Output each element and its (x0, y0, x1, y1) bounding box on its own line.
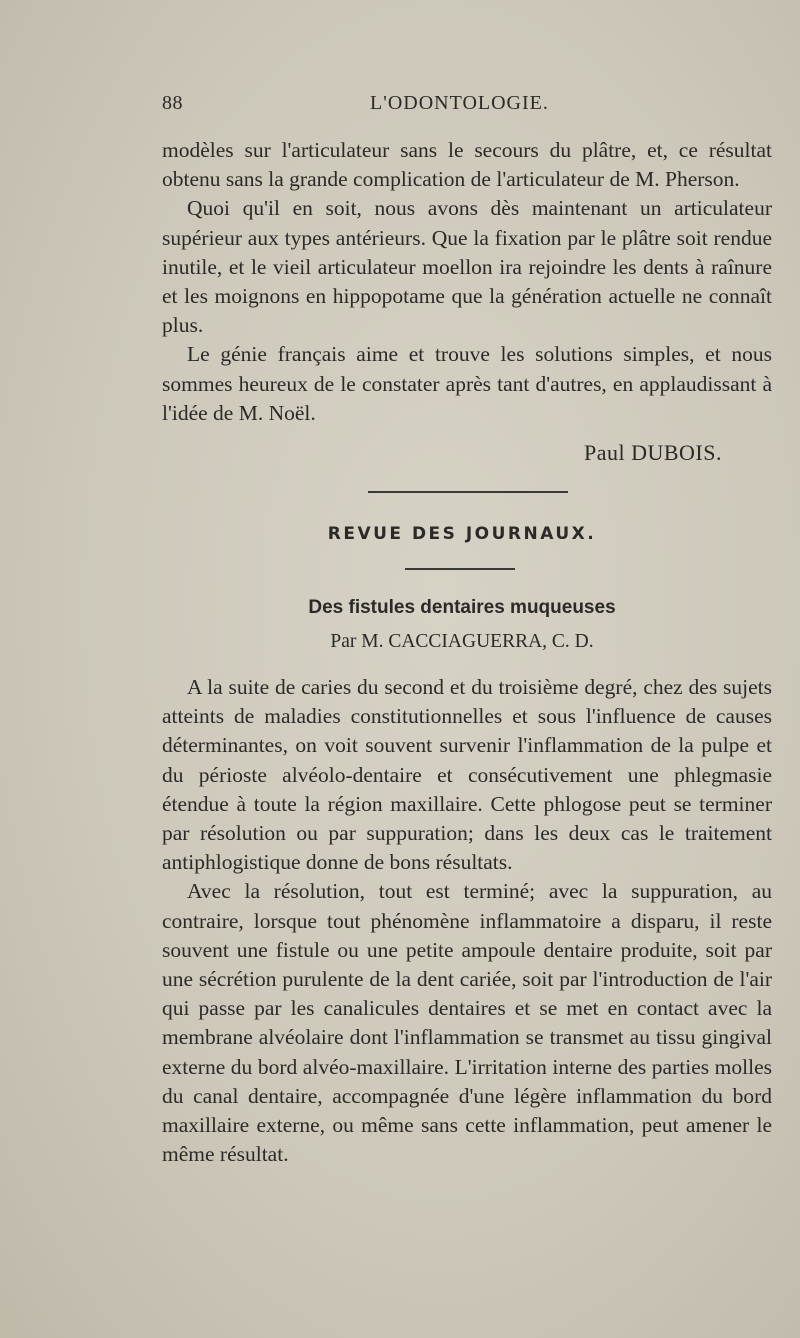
page-number: 88 (162, 92, 183, 114)
author-signature: Paul DUBOIS. (583, 440, 722, 465)
paragraph: A la suite de caries du second et du troisième degré, chez des sujets atteints de maladies constitutionnelles et sous l'influence de causes déterminantes, on voit souvent survenir l'inflammation de la pulpe et du périoste alvéolo-dentaire et consécutivement une phlegmasie étendue à toute la région maxillaire. Cette phlogose peut se terminer par résolution ou par suppuration; dans les deux cas le traitement antiphlogistique donne de bons résultats. (162, 675, 772, 875)
paragraph: modèles sur l'articulateur sans le secours du plâtre, et, ce résultat obtenu sans la grande complication de l'articulateur de M. Pherson. (162, 138, 772, 192)
article-body (162, 673, 772, 1169)
paragraph: Avec la résolution, tout est terminé; avec la suppuration, au contraire, lorsque tout phénomène inflammatoire a disparu, il reste souvent une fistule ou une petite ampoule dentaire produite, soit par une sécrétion purulente de la dent cariée, soit par l'introduction de l'air qui passe par les canalicules dentaires et se met en contact avec la membrane alvéolaire dont l'inflammation se transmet au tissu gingival externe du bord alvéo-maxillaire. L'irritation interne des parties molles du canal dentaire, accompagnée d'une légère inflammation du bord maxillaire externe, ou même sans cette inflammation, peut amener le même résultat. (162, 879, 772, 1167)
title-divider (405, 568, 515, 570)
page-header (162, 92, 762, 122)
continued-article-text (162, 136, 772, 428)
running-head: L'ODONTOLOGIE. (370, 92, 549, 114)
paragraph: Quoi qu'il en soit, nous avons dès maintenant un articulateur supérieur aux types antérieurs. Que la fixation par le plâtre soit rendue inutile, et le vieil articulateur moellon ira rejoindre les dents à raînure et les moignons en hippopotame que la génération actuelle ne connaît plus. (162, 196, 772, 338)
section-divider (368, 491, 568, 493)
article-title: Des fistules dentaires muqueuses (308, 597, 616, 618)
paragraph: Le génie français aime et trouve les solutions simples, et nous sommes heureux de le constater après tant d'autres, en applaudissant à l'idée de M. Noël. (162, 342, 772, 425)
section-title: REVUE DES JOURNAUX. (327, 524, 597, 544)
article-byline: Par M. CACCIAGUERRA, C. D. (330, 631, 594, 652)
